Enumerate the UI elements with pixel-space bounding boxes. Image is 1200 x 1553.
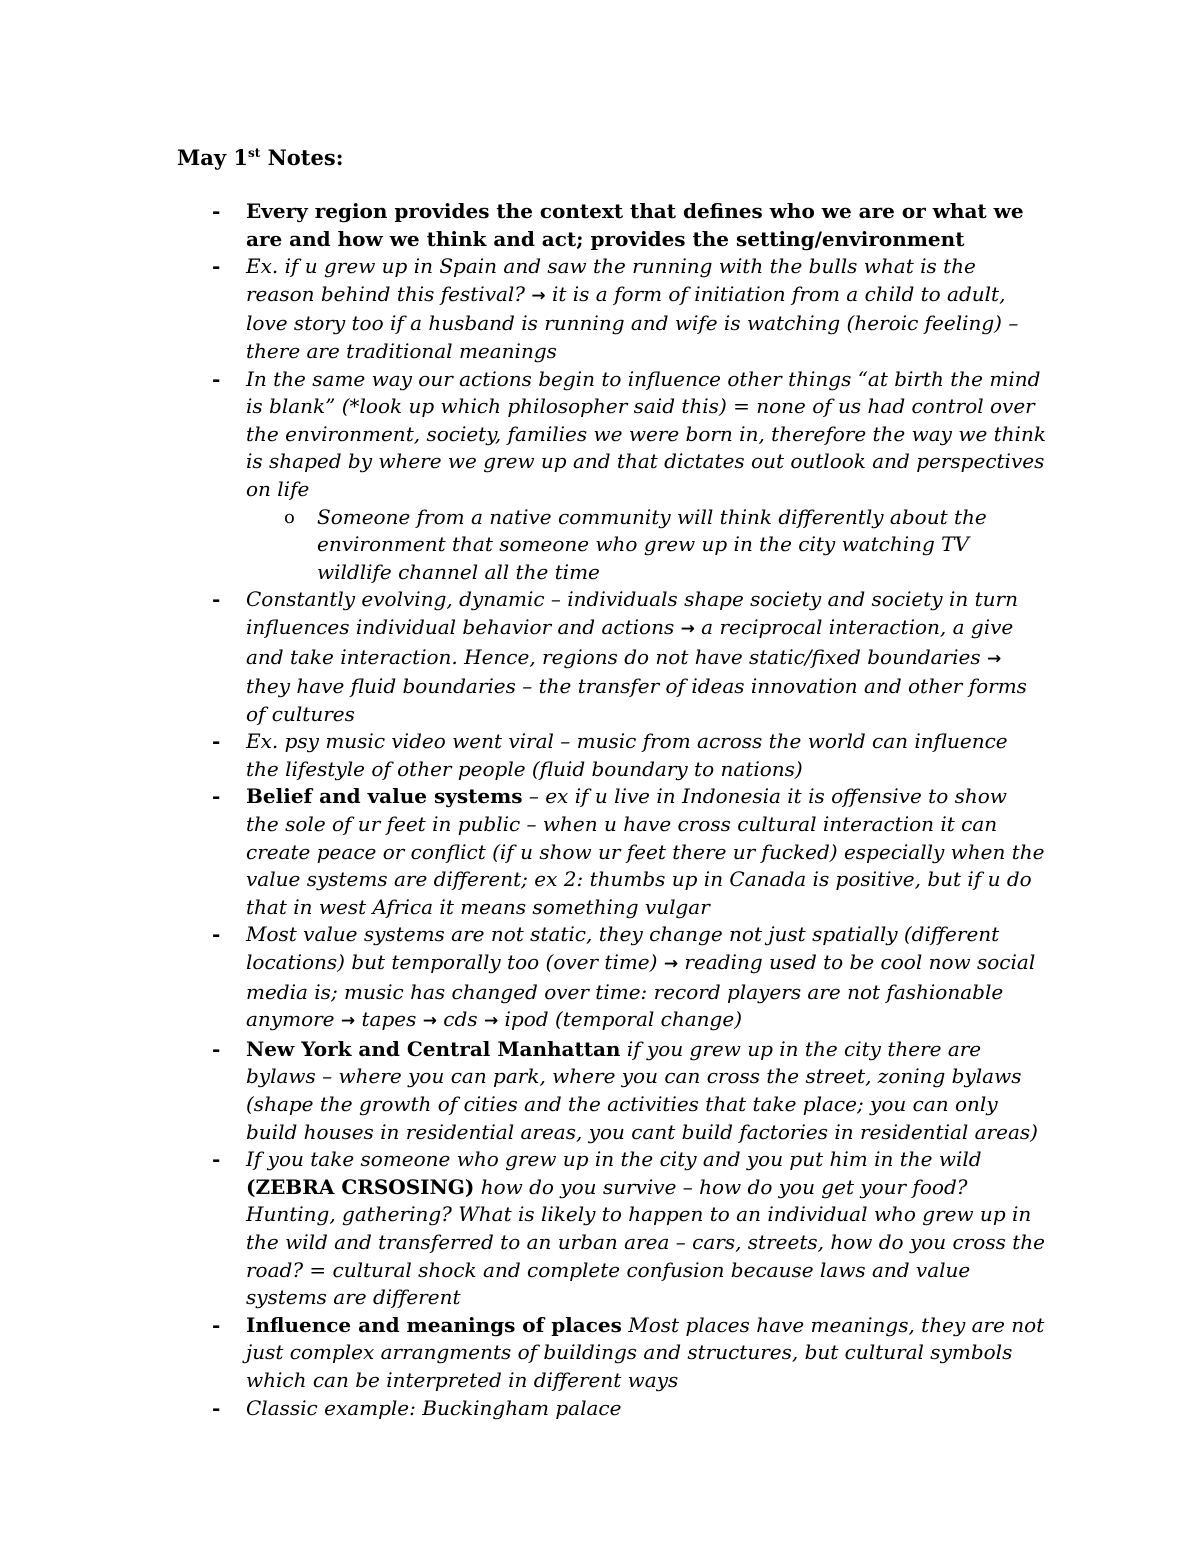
note-heading-text: New York and Central Manhattan (246, 1036, 621, 1061)
note-text: if you grew up in the city there are bylaws – where you can park, where you can cross the street, zoning bylaws (shape the growth of cities and the activities that take place; you can only build houses in residential areas, you cant build factories in residential areas) (246, 1036, 1038, 1144)
note-text: If you take someone who grew up in the city and you put him in the wild (246, 1147, 982, 1172)
note-text: cds (436, 1007, 484, 1032)
bullet-dash: - (212, 1395, 221, 1420)
sub-notes-list (284, 504, 1046, 587)
bullet-dash: - (212, 1312, 221, 1337)
note-text: a reciprocal interaction, a give and take interaction. Hence, regions do not have static/fixed boundaries (246, 614, 1014, 669)
note-text: they have fluid boundaries – the transfer of ideas innovation and other forms of cultures (246, 674, 1027, 726)
note-item (212, 198, 1046, 253)
note-text: Ex. psy music video went viral – music from across the world can influence the lifestyle of other people (fluid boundary to nations) (246, 729, 1008, 781)
bullet-circle: o (284, 506, 295, 528)
note-text: ipod (temporal change) (498, 1007, 742, 1032)
arrow-icon: → (986, 648, 1002, 669)
note-text: how do you survive – how do you get your food? Hunting, gathering? What is likely to happen to an individual who grew up in the wild and transferred to an urban area – cars, streets, how do you cross the road? = cultural shock and complete confusion because laws and value systems are different (246, 1174, 1045, 1310)
notes-list (212, 198, 1046, 1422)
title-superscript: st (247, 146, 261, 160)
bullet-dash: - (212, 199, 221, 223)
note-heading-text: Influence and meanings of places (246, 1312, 622, 1337)
sub-note-item (284, 504, 1046, 587)
note-text: In the same way our actions begin to influence other things “at birth the mind is blank” (*look up which philosopher said this) = none of us had control over the environment, society, families we were born in, therefore the way we think is shaped by where we grew up and that dictates out outlook and perspectives on life (246, 366, 1046, 501)
page-title (177, 143, 343, 173)
note-item (212, 586, 1046, 728)
note-item (212, 728, 1046, 783)
arrow-icon: → (663, 954, 679, 975)
bullet-dash: - (212, 784, 221, 809)
note-text: Ex. if u grew up in Spain and saw the running with the bulls what is the reason behind this festival? (246, 254, 976, 306)
note-text: Classic example: Buckingham palace (246, 1395, 622, 1420)
note-item (212, 1395, 1046, 1423)
note-heading-text: Every region provides the context that defines who we are or what we are and how we think and act; provides the setting/environment (246, 199, 1024, 251)
note-text: tapes (355, 1007, 423, 1032)
note-text: Most places have meanings, they are not just complex arrangments of buildings and structures, but cultural symbols which can be interpreted in different ways (246, 1312, 1045, 1392)
note-text: Someone from a native community will think differently about the environment that someone who grew up in the city watching TV wildlife channel all the time (317, 504, 987, 584)
note-heading-text: Belief and value systems (246, 784, 523, 809)
note-item (212, 366, 1046, 587)
note-item (212, 1146, 1046, 1312)
note-item (212, 253, 1046, 365)
bullet-dash: - (212, 366, 221, 391)
note-item (212, 1312, 1046, 1395)
title-main: May 1 (177, 145, 248, 170)
bullet-dash: - (212, 1036, 221, 1061)
bullet-dash: - (212, 729, 221, 754)
note-text: Most value systems are not static, they change not just spatially (different locations) but temporally too (over time) (246, 922, 1000, 975)
arrow-icon: → (340, 1011, 356, 1032)
note-text: Constantly evolving, dynamic – individuals shape society and society in turn influences individual behavior and actions (246, 587, 1018, 639)
bullet-dash: - (212, 1147, 221, 1172)
note-item (212, 1036, 1046, 1146)
bullet-dash: - (212, 587, 221, 612)
note-text: – ex if u live in Indonesia it is offensive to show the sole of ur feet in public – when u have cross cultural interaction it can create peace or conflict (if u show ur feet there ur fucked) especially when the value systems are different; ex 2: thumbs up in Canada is positive, but if u do that in west Africa it means something vulgar (246, 784, 1045, 919)
note-text: it is a form of initiation from a child to adult, love story too if a husband is running and wife is watching (heroic feeling) – there are traditional meanings (246, 281, 1019, 363)
note-text: reading used to be cool now social media is; music has changed over time: record players are not fashionable anymore (246, 950, 1036, 1032)
arrow-icon: → (531, 285, 546, 306)
note-item (212, 783, 1046, 921)
title-rest: Notes: (260, 145, 344, 170)
bullet-dash: - (212, 922, 221, 947)
note-item (212, 921, 1046, 1035)
note-heading-text: (ZEBRA CRSOSING) (246, 1174, 475, 1199)
arrow-icon: → (483, 1011, 499, 1032)
arrow-icon: → (422, 1011, 437, 1032)
bullet-dash: - (212, 254, 221, 279)
arrow-icon: → (680, 618, 695, 639)
